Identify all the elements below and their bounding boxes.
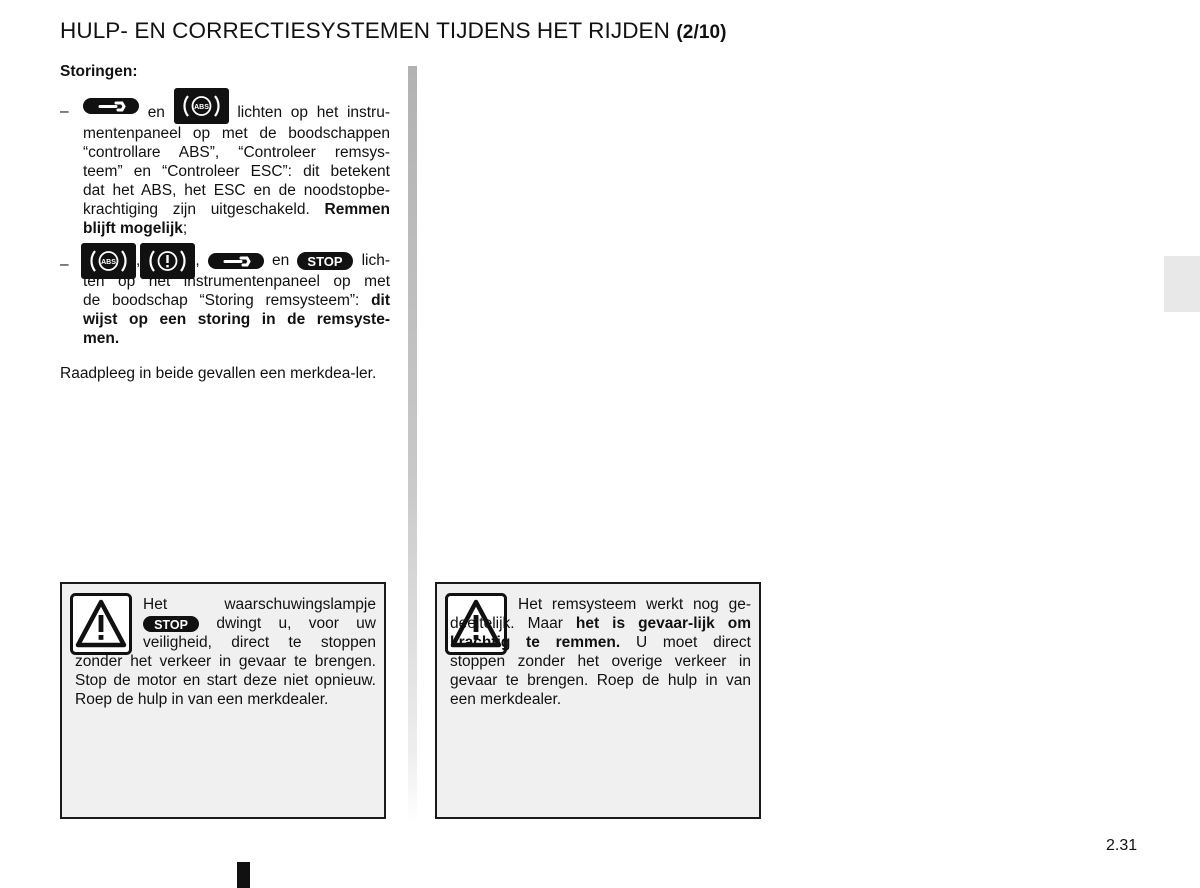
list-item: – en ABS lichten op het instru- mentenpaneel op met de boodschappen “controllare ABS”, “Controleer remsys- teem” en “Controleer ESC”: dit betekent dat het ABS, het ESC en de noodstopbe- krachtiging zijn uitgeschakeld. Remmen blijft mogelijk; [60,102,390,238]
section-heading: Storingen: [60,63,138,80]
abs-warning-icon [174,88,229,124]
stop-warning-icon [297,252,353,270]
page-number: 2.31 [1106,837,1138,854]
title-main: HULP- EN CORRECTIESYSTEMEN TIJDENS HET RIJDEN [60,18,671,43]
print-mark [237,862,250,888]
malfunctions-section [60,62,390,383]
warning-box [60,582,386,819]
page-title [60,18,727,44]
wrench-icon [208,253,264,269]
svg-text:STOP: STOP [154,617,188,632]
warning-text: Het waarschuwingslampje STOP dwingt u, voor uw veiligheid, direct te stoppen zonder het verkeer in gevaar te brengen. Stop de motor en start deze niet opnieuw. Roep de hulp in van een merkdealer. [75,596,376,708]
column-divider [408,66,417,826]
chapter-thumb-tab [1164,256,1200,312]
list-item: – ABS , , en STOP lich- ten op het instrumentenpaneel op met de boodschap “Storing remsysteem”: dit wijst op een storing in de remsyste- men. [60,239,390,348]
title-suffix: (2/10) [676,22,727,43]
warning-text: Het remsysteem werkt nog ge-deeltelijk. Maar het is gevaar-lijk om krachtig te remmen. U moet direct stoppen zonder het overige verkeer in gevaar te brengen. Roep de hulp in van een merkdealer. [450,596,751,708]
svg-text:ABS: ABS [101,258,116,266]
svg-text:STOP: STOP [307,253,343,269]
list-dash: – [60,103,69,120]
consult-dealer-note: Raadpleeg in beide gevallen een merkdea-ler. [60,365,377,382]
stop-warning-icon [143,616,199,632]
warning-box [435,582,761,819]
list-dash: – [60,256,69,273]
svg-text:ABS: ABS [193,104,209,111]
wrench-icon [83,98,139,114]
